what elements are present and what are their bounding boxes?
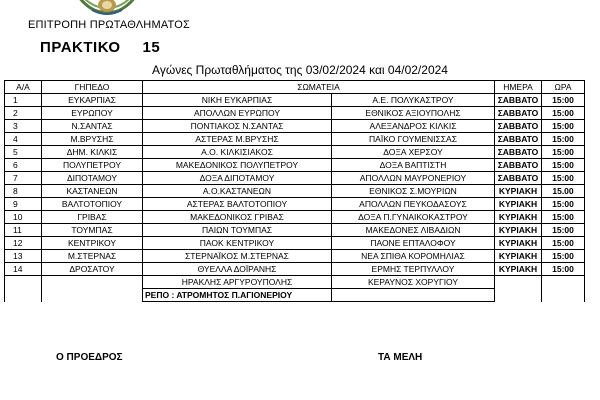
empty-cell [332,289,495,302]
time-cell: 15:00 [542,237,585,250]
day-cell: ΣΑΒΒΑΤΟ [495,133,542,146]
time-cell: 15:00 [542,107,585,120]
away-team-cell: ΑΛΕΞΑΝΔΡΟΣ ΚΙΛΚΙΣ [332,120,495,133]
empty-cell [42,276,143,289]
venue-cell: ΚΕΝΤΡΙΚΟΥ [42,237,143,250]
time-cell: 15:00 [542,211,585,224]
venue-cell: ΕΥΚΑΡΠΙΑΣ [42,94,143,107]
row-number: 14 [5,263,42,276]
extra-away-team: ΚΕΡΑΥΝΟΣ ΧΟΡΥΓΙΟΥ [332,276,495,289]
table-header-row [5,81,585,94]
home-team-cell: ΣΤΕΡΝΑΪΚΟΣ Μ.ΣΤΕΡΝΑΣ [143,250,332,263]
home-team-cell: ΘΥΕΛΛΑ ΔΟΪΡΑΝΗΣ [143,263,332,276]
row-number: 3 [5,120,42,133]
day-cell: ΚΥΡΙΑΚΗ [495,198,542,211]
row-number: 1 [5,94,42,107]
away-team-cell: ΠΑΪΚΟ ΓΟΥΜΕΝΙΣΣΑΣ [332,133,495,146]
home-team-cell: ΔΟΞΑ ΔΙΠΟΤΑΜΟΥ [143,172,332,185]
table-row [5,172,585,185]
matches-subtitle: Αγώνες Πρωταθλήματος της 03/02/2024 και 04/02/2024 [152,63,448,77]
members-signature-label: ΤΑ ΜΕΛΗ [378,352,423,363]
table-row [5,146,585,159]
empty-cell [42,289,143,302]
row-number: 5 [5,146,42,159]
row-number: 8 [5,185,42,198]
row-number: 2 [5,107,42,120]
day-cell: ΣΑΒΒΑΤΟ [495,120,542,133]
venue-cell: ΔΡΟΣΑΤΟΥ [42,263,143,276]
table-row [5,120,585,133]
row-number: 6 [5,159,42,172]
column-header-teams: ΣΩΜΑΤΕΙΑ [143,81,495,94]
empty-cell [495,276,542,289]
extra-home-team: ΗΡΑΚΛΗΣ ΑΡΓΥΡΟΥΠΟΛΗΣ [143,276,332,289]
table-row [5,263,585,276]
report-label: ΠΡΑΚΤΙΚΟ [40,39,121,56]
home-team-cell: ΜΑΚΕΔΟΝΙΚΟΣ ΓΡΙΒΑΣ [143,211,332,224]
empty-cell [542,289,585,302]
away-team-cell: ΑΠΟΛΛΩΝ ΜΑΥΡΟΝΕΡΙΟΥ [332,172,495,185]
home-team-cell: ΠΑΙΩΝ ΤΟΥΜΠΑΣ [143,224,332,237]
report-heading [40,39,160,56]
home-team-cell: ΠΑΟΚ ΚΕΝΤΡΙΚΟΥ [143,237,332,250]
row-number: 10 [5,211,42,224]
row-number: 4 [5,133,42,146]
home-team-cell: ΜΑΚΕΔΟΝΙΚΟΣ ΠΟΛΥΠΕΤΡΟΥ [143,159,332,172]
day-cell: ΣΑΒΒΑΤΟ [495,94,542,107]
home-team-cell: ΑΣΤΕΡΑΣ ΒΑΛΤΟΤΟΠΙΟΥ [143,198,332,211]
column-header-aa: Α/Α [5,81,42,94]
away-team-cell: ΠΑΟΝΕ ΕΠΤΑΛΟΦΟΥ [332,237,495,250]
time-cell: 15:00 [542,133,585,146]
away-team-cell: ΔΟΞΑ Π.ΓΥΝΑΙΚΟΚΑΣΤΡΟΥ [332,211,495,224]
away-team-cell: ΕΘΝΙΚΟΣ Σ.ΜΟΥΡΙΩΝ [332,185,495,198]
venue-cell: ΚΑΣΤΑΝΕΩΝ [42,185,143,198]
column-header-time: ΩΡΑ [542,81,585,94]
empty-cell [542,276,585,289]
day-cell: ΣΑΒΒΑΤΟ [495,107,542,120]
fixtures-table [4,80,585,302]
day-cell: ΣΑΒΒΑΤΟ [495,159,542,172]
row-number: 7 [5,172,42,185]
row-number: 11 [5,224,42,237]
day-cell: ΣΑΒΒΑΤΟ [495,146,542,159]
day-cell: ΚΥΡΙΑΚΗ [495,224,542,237]
time-cell: 15:00 [542,146,585,159]
table-row [5,237,585,250]
home-team-cell: ΠΟΝΤΙΑΚΟΣ Ν.ΣΑΝΤΑΣ [143,120,332,133]
day-cell: ΣΑΒΒΑΤΟ [495,172,542,185]
away-team-cell: ΕΡΜΗΣ ΤΕΡΠΥΛΛΟΥ [332,263,495,276]
venue-cell: ΔΙΠΟΤΑΜΟΥ [42,172,143,185]
empty-cell [5,276,42,289]
time-cell: 15:00 [542,172,585,185]
time-cell: 15:00 [542,224,585,237]
time-cell: 15:00 [542,263,585,276]
table-row [5,224,585,237]
table-row [5,107,585,120]
day-cell: ΚΥΡΙΑΚΗ [495,185,542,198]
venue-cell: Μ.ΣΤΕΡΝΑΣ [42,250,143,263]
away-team-cell: Α.Ε. ΠΟΛΥΚΑΣΤΡΟΥ [332,94,495,107]
away-team-cell: ΝΕΑ ΣΠΙΘΑ ΚΟΡΟΜΗΛΙΑΣ [332,250,495,263]
column-header-day: ΗΜΕΡΑ [495,81,542,94]
away-team-cell: ΔΟΞΑ ΒΑΠΤΙΣΤΗ [332,159,495,172]
extra-match-row [5,276,585,289]
rest-row [5,289,585,302]
home-team-cell: Α.Ο.ΚΑΣΤΑΝΕΩΝ [143,185,332,198]
venue-cell: ΔΗΜ. ΚΙΛΚΙΣ [42,146,143,159]
table-row [5,250,585,263]
day-cell: ΚΥΡΙΑΚΗ [495,250,542,263]
venue-cell: ΤΟΥΜΠΑΣ [42,224,143,237]
table-row [5,198,585,211]
rest-team: ΡΕΠΟ : ΑΤΡΟΜΗΤΟΣ Π.ΑΓΙΟΝΕΡΙΟΥ [143,289,332,302]
time-cell: 15:00 [542,250,585,263]
emblem-logo [72,0,142,16]
time-cell: 15:00 [542,94,585,107]
venue-cell: ΕΥΡΩΠΟΥ [42,107,143,120]
time-cell: 15:00 [542,198,585,211]
day-cell: ΚΥΡΙΑΚΗ [495,211,542,224]
row-number: 9 [5,198,42,211]
table-row [5,185,585,198]
row-number: 13 [5,250,42,263]
away-team-cell: ΜΑΚΕΔΟΝΕΣ ΛΙΒΑΔΙΩΝ [332,224,495,237]
report-number: 15 [142,39,161,56]
home-team-cell: Α.Ο. ΚΙΛΚΙΣΙΑΚΟΣ [143,146,332,159]
time-cell: 15:00 [542,159,585,172]
venue-cell: ΓΡΙΒΑΣ [42,211,143,224]
empty-cell [495,289,542,302]
home-team-cell: ΑΣΤΕΡΑΣ Μ.ΒΡΥΣΗΣ [143,133,332,146]
venue-cell: ΒΑΛΤΟΤΟΠΙΟΥ [42,198,143,211]
empty-cell [5,289,42,302]
day-cell: ΚΥΡΙΑΚΗ [495,263,542,276]
table-row [5,94,585,107]
column-header-venue: ΓΗΠΕΔΟ [42,81,143,94]
home-team-cell: ΝΙΚΗ ΕΥΚΑΡΠΙΑΣ [143,94,332,107]
time-cell: 15.00 [542,185,585,198]
table-row [5,159,585,172]
table-row [5,133,585,146]
time-cell: 15:00 [542,120,585,133]
away-team-cell: ΑΠΟΛΛΩΝ ΠΕΥΚΟΔΑΣΟΥΣ [332,198,495,211]
president-signature-label: Ο ΠΡΟΕΔΡΟΣ [56,352,123,363]
committee-title: ΕΠΙΤΡΟΠΗ ΠΡΩΤΑΘΛΗΜΑΤΟΣ [28,19,191,31]
away-team-cell: ΔΟΞΑ ΧΕΡΣΟΥ [332,146,495,159]
table-row [5,211,585,224]
day-cell: ΚΥΡΙΑΚΗ [495,237,542,250]
venue-cell: Ν.ΣΑΝΤΑΣ [42,120,143,133]
home-team-cell: ΑΠΟΛΛΩΝ ΕΥΡΩΠΟΥ [143,107,332,120]
venue-cell: Μ.ΒΡΥΣΗΣ [42,133,143,146]
row-number: 12 [5,237,42,250]
venue-cell: ΠΟΛΥΠΕΤΡΟΥ [42,159,143,172]
away-team-cell: ΕΘΝΙΚΟΣ ΑΞΙΟΥΠΟΛΗΣ [332,107,495,120]
